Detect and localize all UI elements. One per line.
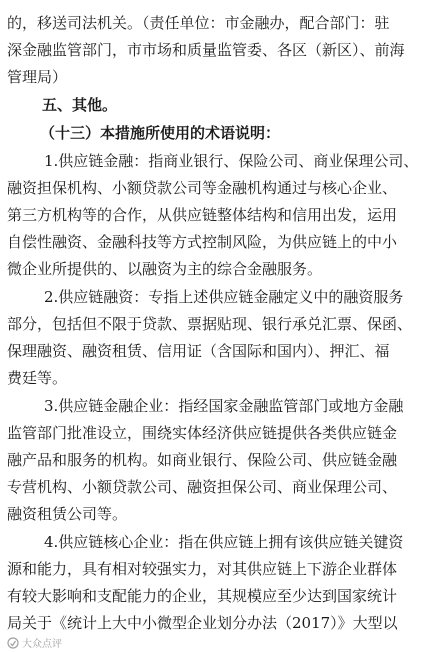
text-line: 2.供应链融资：专指上述供应链金融定义中的融资服务	[44, 288, 404, 306]
text-line: 监管部门批准设立，围绕实体经济供应链提供各类供应链金	[7, 424, 398, 442]
watermark	[4, 634, 65, 651]
text-line: 4.供应链核心企业：指在供应链上拥有该供应链关键资	[44, 533, 404, 551]
subsection-heading: （十三）本措施所使用的术语说明：	[40, 124, 281, 142]
text-line: 部分，包括但不限于贷款、票据贴现、银行承兑汇票、保函、	[7, 315, 413, 333]
text-line: 第三方机构等的合作，从供应链整体结构和信用出发，运用	[7, 206, 398, 224]
text-line: 融资担保机构、小额贷款公司等金融机构通过与核心企业、	[7, 179, 398, 197]
text-line: 源和能力，具有相对较强实力，对其供应链上下游企业群体	[7, 560, 398, 578]
text-line: 保理融资、融资租赁、信用证（含国际和国内）、押汇、福	[7, 342, 390, 360]
text-line: 微企业所提供的、以融资为主的综合金融服务。	[7, 260, 323, 278]
text-line: 融资租赁公司等。	[7, 505, 128, 523]
text-line: 自偿性融资、金融科技等方式控制风险，为供应链上的中小	[7, 233, 398, 251]
watermark-text: 大众点评	[22, 639, 62, 650]
text-line: 1.供应链金融：指商业银行、保险公司、商业保理公司、	[44, 152, 419, 170]
text-line: 深金融监管部门，市市场和质量监管委、各区（新区）、前海	[7, 41, 405, 59]
text-line: 管理局）	[7, 68, 68, 86]
section-heading: 五、其他。	[42, 96, 118, 114]
text-line: 专营机构、小额贷款公司、融资担保公司、商业保理公司、	[7, 478, 398, 496]
text-line: 有较大影响和支配能力的企业，其规模应至少达到国家统计	[7, 587, 398, 605]
text-line: 的，移送司法机关。（责任单位：市金融办，配合部门：驻	[7, 14, 390, 32]
text-line: 3.供应链金融企业：指经国家金融监管部门或地方金融	[44, 397, 404, 415]
brand-logo-icon	[7, 637, 19, 649]
text-line: 局关于《统计上大中小微型企业划分办法（2017）》大型以	[7, 614, 398, 632]
text-line: 费廷等。	[7, 369, 68, 387]
text-line: 融产品和服务的机构。如商业银行、保险公司、供应链金融	[7, 451, 398, 469]
